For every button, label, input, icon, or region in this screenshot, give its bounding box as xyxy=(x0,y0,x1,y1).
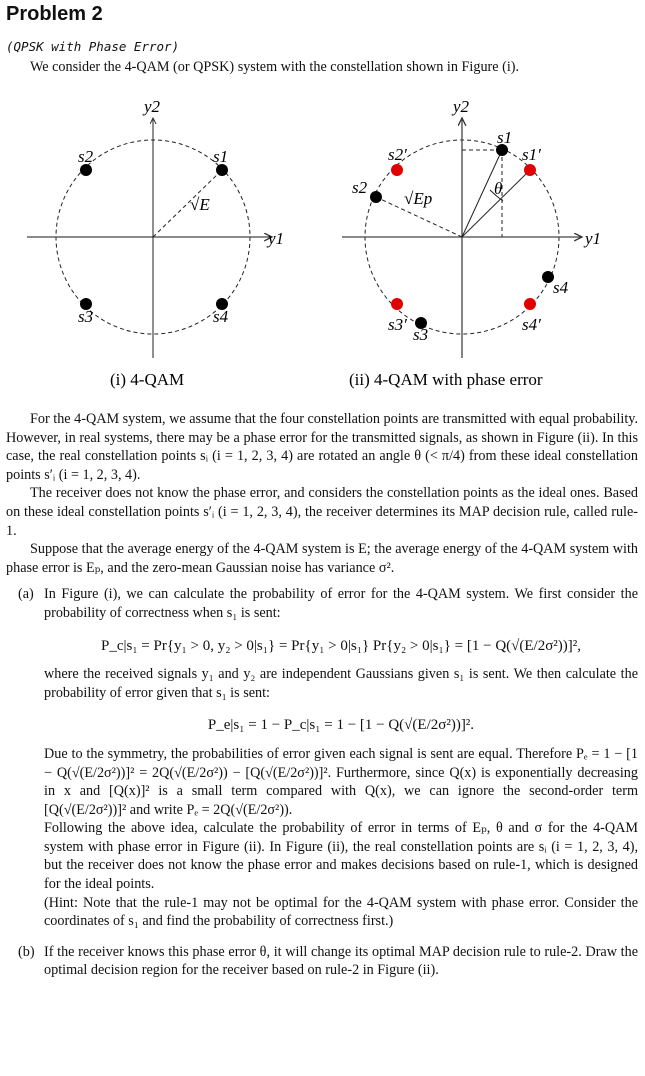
label-s2-prime: s2′ xyxy=(388,145,407,164)
part-a-text-3: Due to the symmetry, the probabilities of error given each signal is sent are equal. Therefore Pₑ = 1 − [1 − Q(√(E/2σ²))]² = 2Q(√(E/2σ²)) − [Q(√(E/2σ²))]². Furthermore, since Q(x) is exponentially decreasing in x and [Q(x)]² is a small term compared with Q(x), we can ignore the second-order term [Q(√(E/2σ²))]² and write Pₑ = 2Q(√(E/2σ²)). xyxy=(44,745,638,818)
equation-prob-correct: P_c|s₁ = Pr{y₁ > 0, y₂ > 0|s₁} = Pr{y₁ > 0|s₁} Pr{y₂ > 0|s₁} = [1 − Q(√(E/2σ²))]², xyxy=(100,637,582,654)
part-a-text-2: where the received signals y₁ and y₂ are independent Gaussians given s₁ is sent. We then calculate the probability of error given that s₁ is sent: xyxy=(44,666,638,701)
paragraph-receiver: The receiver does not know the phase error, and considers the constellation points as the ideal ones. Based on these ideal constellation points s′ᵢ (i = 1, 2, 3, 4), the receiver determines its MAP decision rule, called rule-1. xyxy=(6,485,638,539)
axis-label-y2: y2 xyxy=(453,97,470,116)
intro-text: We consider the 4-QAM (or QPSK) system with the constellation shown in Figure (i). xyxy=(30,59,520,75)
label-s4-prime: s4′ xyxy=(522,315,541,334)
part-a xyxy=(6,585,638,931)
radius-line xyxy=(153,170,222,237)
part-a-text-1: In Figure (i), we can calculate the probability of error for the 4-QAM system. We first consider the probability of correctness when s₁ is sent: xyxy=(44,586,638,621)
label-theta: θ xyxy=(494,179,503,198)
label-s3: s3 xyxy=(78,307,94,326)
constellation-figures xyxy=(0,88,645,393)
label-s1-prime: s1′ xyxy=(522,145,541,164)
part-b xyxy=(6,943,638,980)
part-b-label: (b) xyxy=(18,943,35,960)
paragraph-energy: Suppose that the average energy of the 4-QAM system is E; the average energy of the 4-QAM system with phase error is Eₚ, and the zero-mean Gaussian noise has variance σ². xyxy=(6,541,638,576)
label-s1: s1 xyxy=(497,128,513,147)
equation-prob-error: P_e|s₁ = 1 − P_c|s₁ = 1 − [1 − Q(√(E/2σ²))]². xyxy=(207,717,475,734)
figure-4qam-phase-error xyxy=(342,97,601,389)
label-s3: s3 xyxy=(413,325,429,344)
part-a-text-4: Following the above idea, calculate the probability of error in terms of Eₚ, θ and σ for the 4-QAM system with phase error in Figure (ii). In Figure (ii), the real constellation points are sᵢ (i = 1, 2, 3, 4), but the receiver does not know the phase error and makes decisions based on rule-1, which is designed for the ideal points. xyxy=(44,820,638,893)
label-sqrt-e: √E xyxy=(190,195,210,214)
axis-label-y2: y2 xyxy=(144,97,161,116)
point-s2-ideal xyxy=(391,164,403,176)
problem-body xyxy=(6,410,638,980)
problem-title: Problem 2 xyxy=(6,3,103,25)
caption-right: (ii) 4-QAM with phase error xyxy=(349,370,543,389)
label-s1: s1 xyxy=(213,147,229,166)
part-a-hint: (Hint: Note that the rule-1 may not be optimal for the 4-QAM system with phase error. Consider the coordinates of s₁ and find the probability of correctness first.) xyxy=(44,894,638,930)
point-s4-ideal xyxy=(524,298,536,310)
label-sqrt-ep: √Ep xyxy=(404,189,433,208)
point-s3-ideal xyxy=(391,298,403,310)
label-s4: s4 xyxy=(213,307,229,326)
axis-label-y1: y1 xyxy=(268,229,285,248)
label-s2: s2 xyxy=(352,178,368,197)
paragraph-setup: For the 4-QAM system, we assume that the four constellation points are transmitted with equal probability. However, in real systems, there may be a phase error for the transmitted signals, as shown in Figure (ii). In this case, the real constellation points sᵢ (i = 1, 2, 3, 4) are rotated an angle θ (< π/4) from these ideal constellation points s′ᵢ (i = 1, 2, 3, 4). xyxy=(6,411,638,483)
label-s4: s4 xyxy=(553,278,569,297)
problem-subtitle: (QPSK with Phase Error) xyxy=(6,39,180,54)
caption-left: (i) 4-QAM xyxy=(110,370,185,389)
point-s1-ideal xyxy=(524,164,536,176)
label-s2: s2 xyxy=(78,147,94,166)
axis-label-y1: y1 xyxy=(585,229,602,248)
part-a-label: (a) xyxy=(18,586,34,603)
label-s3-prime: s3′ xyxy=(388,315,407,334)
part-b-text: If the receiver knows this phase error θ, it will change its optimal MAP decision rule to rule-2. Draw the optimal decision region for the receiver based on rule-2 in Figure (ii). xyxy=(44,943,638,979)
point-s2 xyxy=(370,191,382,203)
figure-4qam xyxy=(27,97,284,389)
